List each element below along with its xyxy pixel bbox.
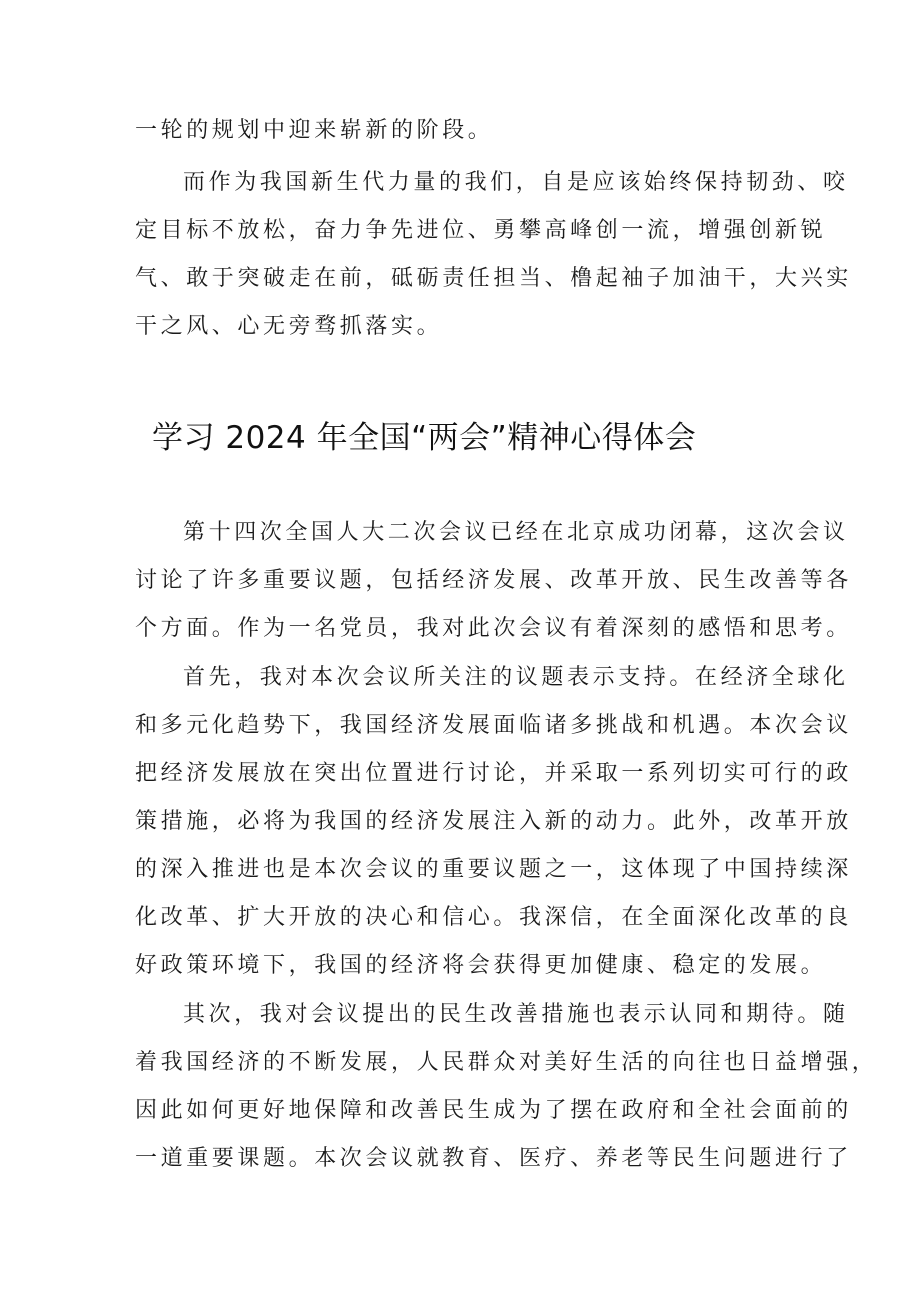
text-line: 着我国经济的不断发展，人民群众对美好生活的向往也日益增强， — [135, 1050, 878, 1075]
text-line: 化改革、扩大开放的决心和信心。我深信，在全面深化改革的良 — [135, 905, 852, 930]
text-line: 好政策环境下，我国的经济将会获得更加健康、稳定的发展。 — [135, 953, 827, 978]
text-line: 一道重要课题。本次会议就教育、医疗、养老等民生问题进行了 — [135, 1146, 852, 1171]
paragraph-first-line: 其次，我对会议提出的民生改善措施也表示认同和期待。随 — [183, 1002, 849, 1027]
text-line: 气、敢于突破走在前，砥砺责任担当、橹起袖子加油干，大兴实 — [135, 266, 852, 291]
text-line: 干之风、心无旁骛抓落实。 — [135, 314, 443, 339]
text-line: 策措施，必将为我国的经济发展注入新的动力。此外，改革开放 — [135, 809, 852, 834]
text-line: 定目标不放松，奋力争先进位、勇攀高峰创一流，增强创新锐 — [135, 218, 827, 243]
text-line: 因此如何更好地保障和改善民生成为了摆在政府和全社会面前的 — [135, 1098, 852, 1123]
text-line: 个方面。作为一名党员，我对此次会议有着深刻的感悟和思考。 — [135, 616, 852, 641]
text-line: 的深入推进也是本次会议的重要议题之一，这体现了中国持续深 — [135, 857, 852, 882]
paragraph-first-line: 而作为我国新生代力量的我们，自是应该始终保持韧劲、咬 — [183, 170, 849, 195]
paragraph-first-line: 首先，我对本次会议所关注的议题表示支持。在经济全球化 — [183, 665, 849, 690]
text-line: 把经济发展放在突出位置进行讨论，并采取一系列切实可行的政 — [135, 761, 852, 786]
article-title: 学习 2024 年全国“两会”精神心得体会 — [152, 420, 697, 456]
paragraph-first-line: 第十四次全国人大二次会议已经在北京成功闭幕，这次会议 — [183, 520, 849, 545]
text-line: 一轮的规划中迎来崭新的阶段。 — [135, 118, 494, 143]
text-line: 讨论了许多重要议题，包括经济发展、改革开放、民生改善等各 — [135, 568, 852, 593]
text-line: 和多元化趋势下，我国经济发展面临诸多挑战和机遇。本次会议 — [135, 713, 852, 738]
